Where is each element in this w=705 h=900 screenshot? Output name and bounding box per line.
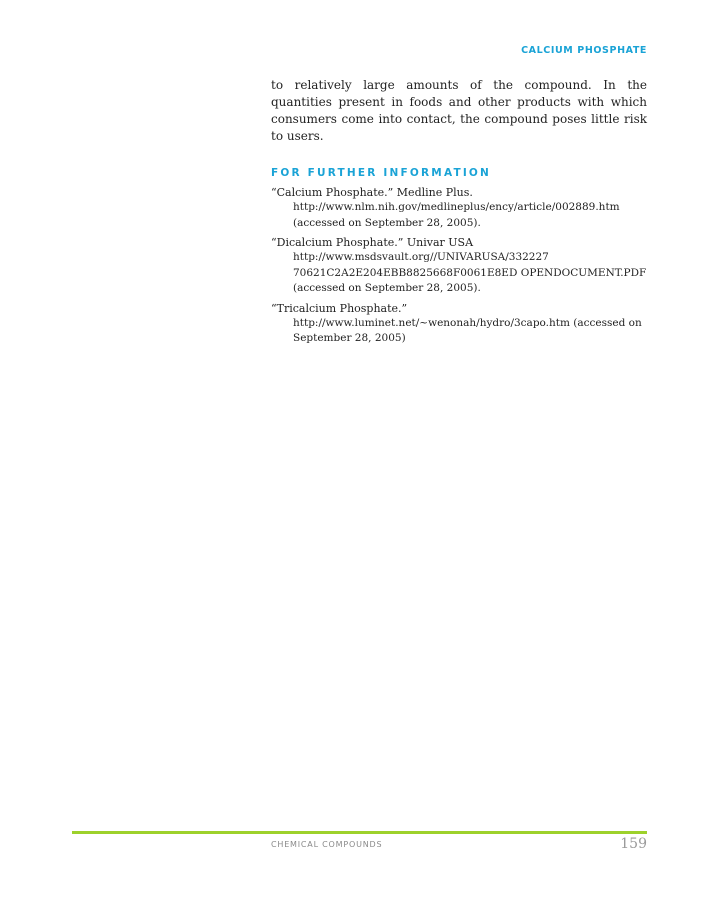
footer-rule <box>72 831 647 834</box>
section-heading-further-information: FOR FURTHER INFORMATION <box>271 167 492 179</box>
reference-title: “Calcium Phosphate.” Medline Plus. <box>271 186 473 199</box>
page-number: 159 <box>620 836 647 852</box>
reference-url: http://www.luminet.net/~wenonah/hydro/3capo.htm (accessed on September 28, 2005) <box>293 316 642 344</box>
footer-book-title: CHEMICAL COMPOUNDS <box>271 840 383 849</box>
reference-url: 70621C2A2E204EBB8825668F0061E8ED OPENDOCUMENT.PDF <box>293 266 647 279</box>
running-head: CALCIUM PHOSPHATE <box>521 45 647 56</box>
reference-item <box>271 301 647 347</box>
reference-accessed: (accessed on September 28, 2005). <box>293 282 481 294</box>
reference-item <box>271 235 647 297</box>
reference-accessed: (accessed on September 28, 2005). <box>293 216 481 229</box>
reference-url: http://www.msdsvault.org//UNIVARUSA/332227 <box>293 251 549 263</box>
reference-item <box>271 185 647 231</box>
body-paragraph: to relatively large amounts of the compound. In the quantities present in foods and other products with which consumers come into contact, the compound poses little risk to users. <box>271 78 647 143</box>
reference-title: “Tricalcium Phosphate.” <box>271 301 408 315</box>
main-column <box>271 77 647 351</box>
reference-url: http://www.nlm.nih.gov/medlineplus/ency/article/002889.htm <box>293 201 620 213</box>
reference-title: “Dicalcium Phosphate.” Univar USA <box>271 236 474 249</box>
